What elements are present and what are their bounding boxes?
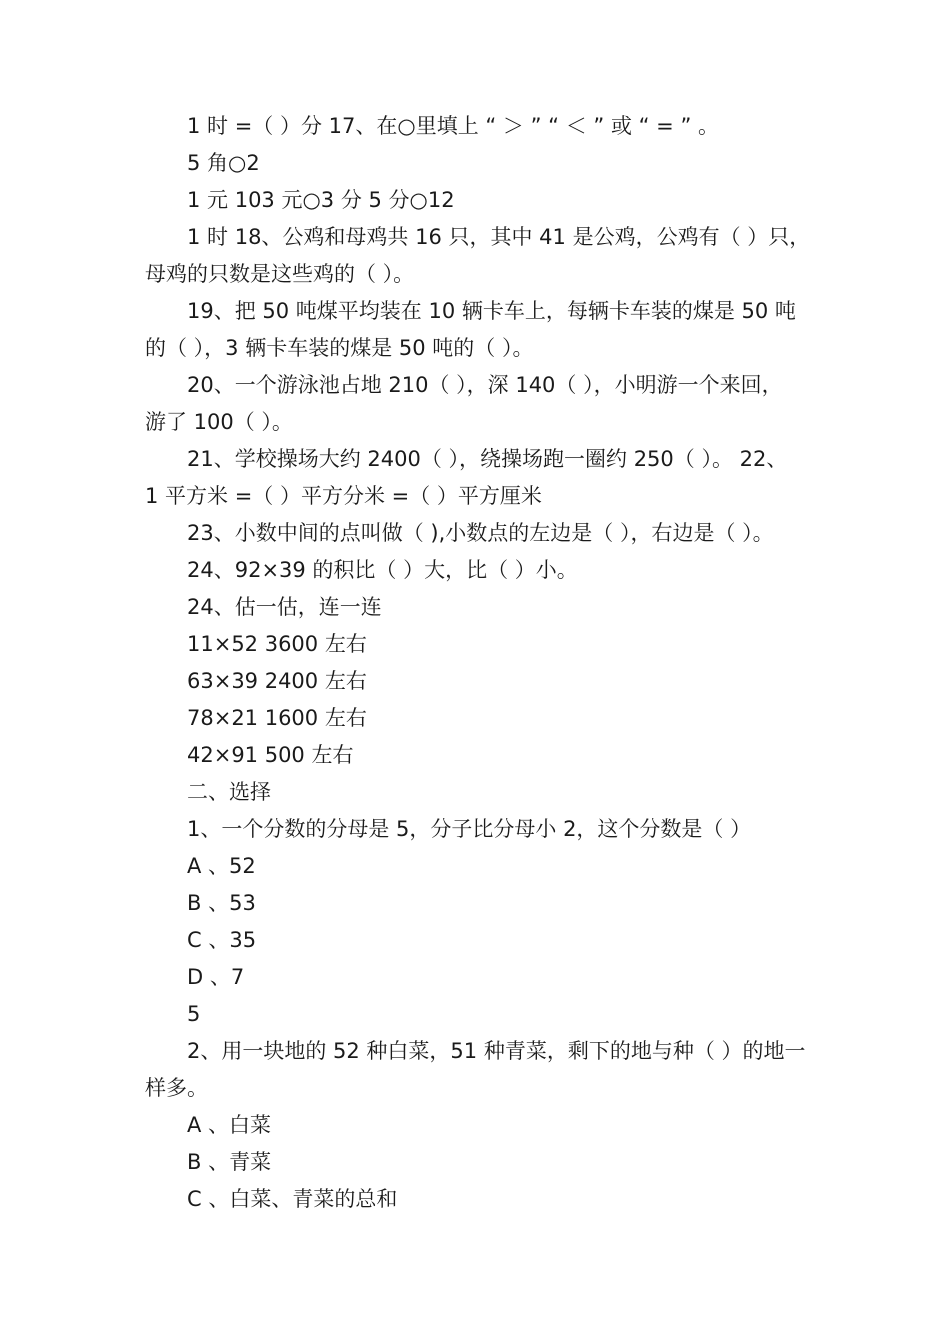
- question-21-line: 21、学校操场大约 2400（ ），绕操场跑一圈约 250（ ）。 22、: [187, 447, 788, 471]
- choice-option: C 、35: [187, 928, 257, 952]
- choice-option: D 、7: [187, 965, 245, 989]
- text-line: 1 时 =（ ）分 17、在○里填上 “ ＞ ” “ ＜ ” 或 “ = ” 。: [187, 114, 720, 138]
- document-body: [145, 108, 825, 1218]
- text-line: 5 角○2: [187, 151, 260, 175]
- estimate-heading: 24、估一估，连一连: [187, 595, 382, 619]
- text-line: 游了 100（ ）。: [145, 410, 293, 434]
- text-line: 1 平方米 =（ ）平方分米 =（ ）平方厘米: [145, 484, 542, 508]
- estimate-item: 42×91 500 左右: [187, 743, 354, 767]
- question-18-line: 1 时 18、公鸡和母鸡共 16 只，其中 41 是公鸡，公鸡有（ ）只，: [187, 225, 811, 249]
- question-20-line: 20、一个游泳池占地 210（ ），深 140（ ），小明游一个来回，: [187, 373, 783, 397]
- estimate-item: 63×39 2400 左右: [187, 669, 367, 693]
- choice-question-2: 2、用一块地的 52 种白菜，51 种青菜，剩下的地与种（ ）的地一: [187, 1039, 806, 1063]
- text-line: 样多。: [145, 1076, 208, 1100]
- choice-option: B 、53: [187, 891, 256, 915]
- choice-option: C 、白菜、青菜的总和: [187, 1187, 398, 1211]
- choice-option: A 、52: [187, 854, 256, 878]
- choice-question-1: 1、一个分数的分母是 5，分子比分母小 2，这个分数是（ ）: [187, 817, 752, 841]
- section-heading: 二、选择: [187, 780, 271, 804]
- question-19-line: 19、把 50 吨煤平均装在 10 辆卡车上，每辆卡车装的煤是 50 吨: [187, 299, 796, 323]
- text-line: 1 元 103 元○3 分 5 分○12: [187, 188, 455, 212]
- text-line: 母鸡的只数是这些鸡的（ ）。: [145, 262, 415, 286]
- choice-option: A 、白菜: [187, 1113, 272, 1137]
- choice-option: B 、青菜: [187, 1150, 272, 1174]
- estimate-item: 11×52 3600 左右: [187, 632, 367, 656]
- question-24-line: 24、92×39 的积比（ ）大，比（ ）小。: [187, 558, 578, 582]
- text-line: 的（ ），3 辆卡车装的煤是 50 吨的（ ）。: [145, 336, 534, 360]
- question-23-line: 23、小数中间的点叫做（ ),小数点的左边是（ ），右边是（ ）。: [187, 521, 774, 545]
- estimate-item: 78×21 1600 左右: [187, 706, 367, 730]
- text-line: 5: [187, 1002, 201, 1026]
